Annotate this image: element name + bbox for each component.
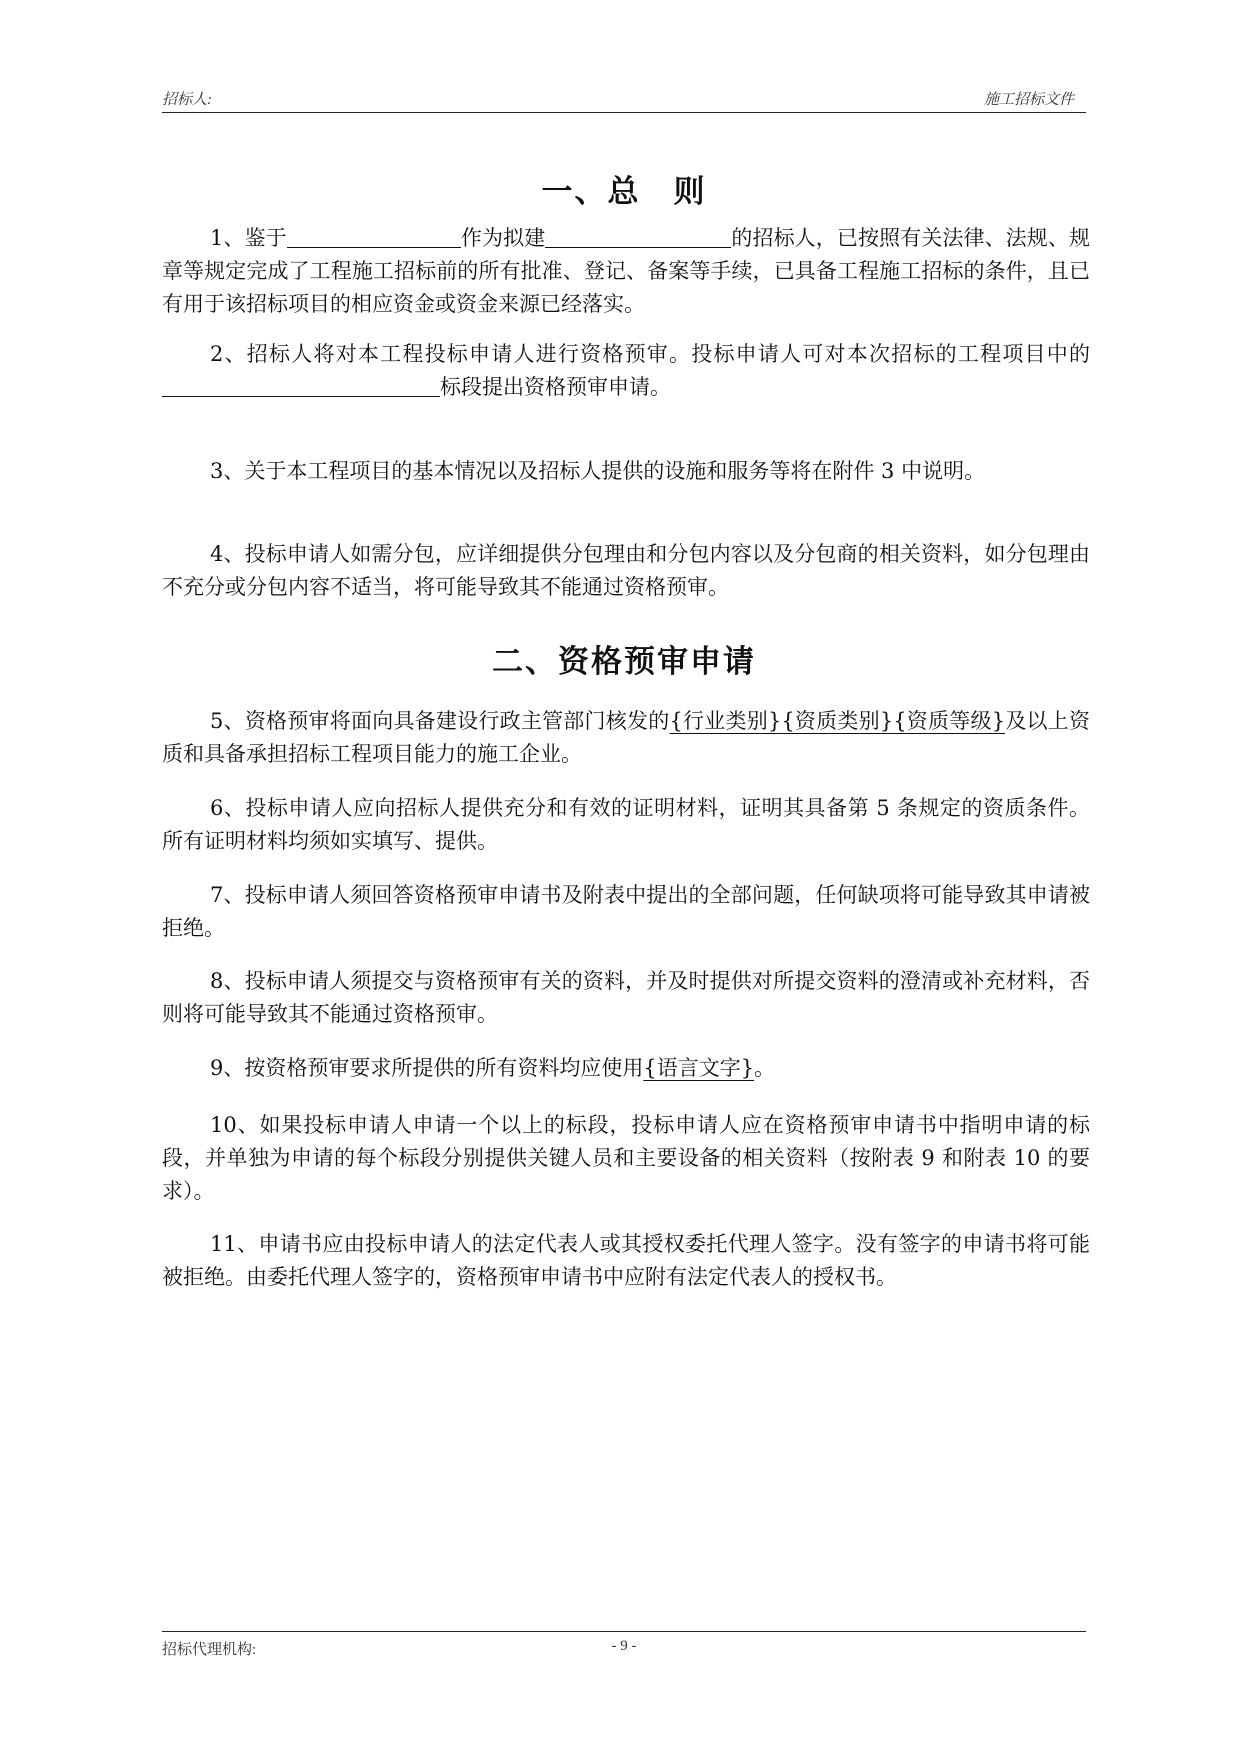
qualification-placeholder: {行业类别}{资质类别}{资质等级} [669, 709, 1006, 733]
paragraph-1-text-c: 的招标人，已按照有关法律、法规、规章等规定完成了工程施工招标前的所有批准、登记、备案等手续，已具备工程施工招标的条件，且已有用于该招标项目的相应资金或资金来源已经落实。 [162, 226, 1090, 316]
paragraph-5-text-b: 及以上资质和具备承担招标工程项目能力的施工企业。 [162, 709, 1091, 766]
paragraph-7: 7、投标申请人须回答资格预审申请书及附表中提出的全部问题，任何缺项将可能导致其申请被拒绝。 [162, 883, 1090, 940]
header-document-title: 施工招标文件 [983, 92, 1074, 108]
paragraph-10: 10、如果投标申请人申请一个以上的标段，投标申请人应在资格预审申请书中指明申请的标段，并单独为申请的每个标段分别提供关键人员和主要设备的相关资料（按附表 9 和附表 10 的要求）。 [162, 1113, 1090, 1203]
paragraph-2-text-a: 2、招标人将对本工程投标申请人进行资格预审。投标申请人可对本次招标的工程项目中的 [210, 342, 1090, 366]
page-footer [162, 1631, 1086, 1658]
section-title-prequalification: 二、资格预审申请 [492, 644, 756, 680]
project-name-blank [545, 225, 731, 248]
paragraph-8: 8、投标申请人须提交与资格预审有关的资料，并及时提供对所提交资料的澄清或补充材料，否则将可能导致其不能通过资格预审。 [162, 969, 1090, 1026]
paragraph-1-text-b: 作为拟建 [460, 226, 546, 250]
footer-agency-label: 招标代理机构: [162, 1642, 257, 1658]
section-title-general: 一、总 则 [541, 174, 707, 210]
paragraph-2 [162, 338, 1090, 404]
header-tenderer-label: 招标人: [162, 92, 212, 108]
page-number: - 9 - [611, 1638, 637, 1654]
paragraph-4: 4、投标申请人如需分包，应详细提供分包理由和分包内容以及分包商的相关资料，如分包理由不充分或分包内容不适当，将可能导致其不能通过资格预审。 [162, 542, 1090, 599]
lot-blank [162, 374, 440, 397]
language-placeholder: {语言文字} [643, 1056, 755, 1080]
tenderer-name-blank [287, 225, 461, 248]
paragraph-9-text-a: 9、按资格预审要求所提供的所有资料均应使用 [210, 1056, 644, 1080]
paragraph-11: 11、申请书应由投标申请人的法定代表人或其授权委托代理人签字。没有签字的申请书将可能被拒绝。由委托代理人签字的，资格预审申请书中应附有法定代表人的授权书。 [162, 1232, 1090, 1289]
page-header [162, 86, 1086, 113]
paragraph-3: 3、关于本工程项目的基本情况以及招标人提供的设施和服务等将在附件 3 中说明。 [210, 459, 986, 483]
paragraph-5-text-a: 5、资格预审将面向具备建设行政主管部门核发的 [210, 709, 670, 733]
paragraph-6: 6、投标申请人应向招标人提供充分和有效的证明材料，证明其具备第 5 条规定的资质条件。所有证明材料均须如实填写、提供。 [162, 796, 1090, 853]
paragraph-9 [162, 1052, 1090, 1085]
paragraph-5 [162, 705, 1090, 771]
paragraph-9-text-b: 。 [754, 1056, 776, 1080]
paragraph-2-text-b: 标段提出资格预审申请。 [440, 375, 671, 399]
paragraph-1-text-a: 1、鉴于 [210, 226, 287, 250]
paragraph-1 [162, 222, 1090, 321]
